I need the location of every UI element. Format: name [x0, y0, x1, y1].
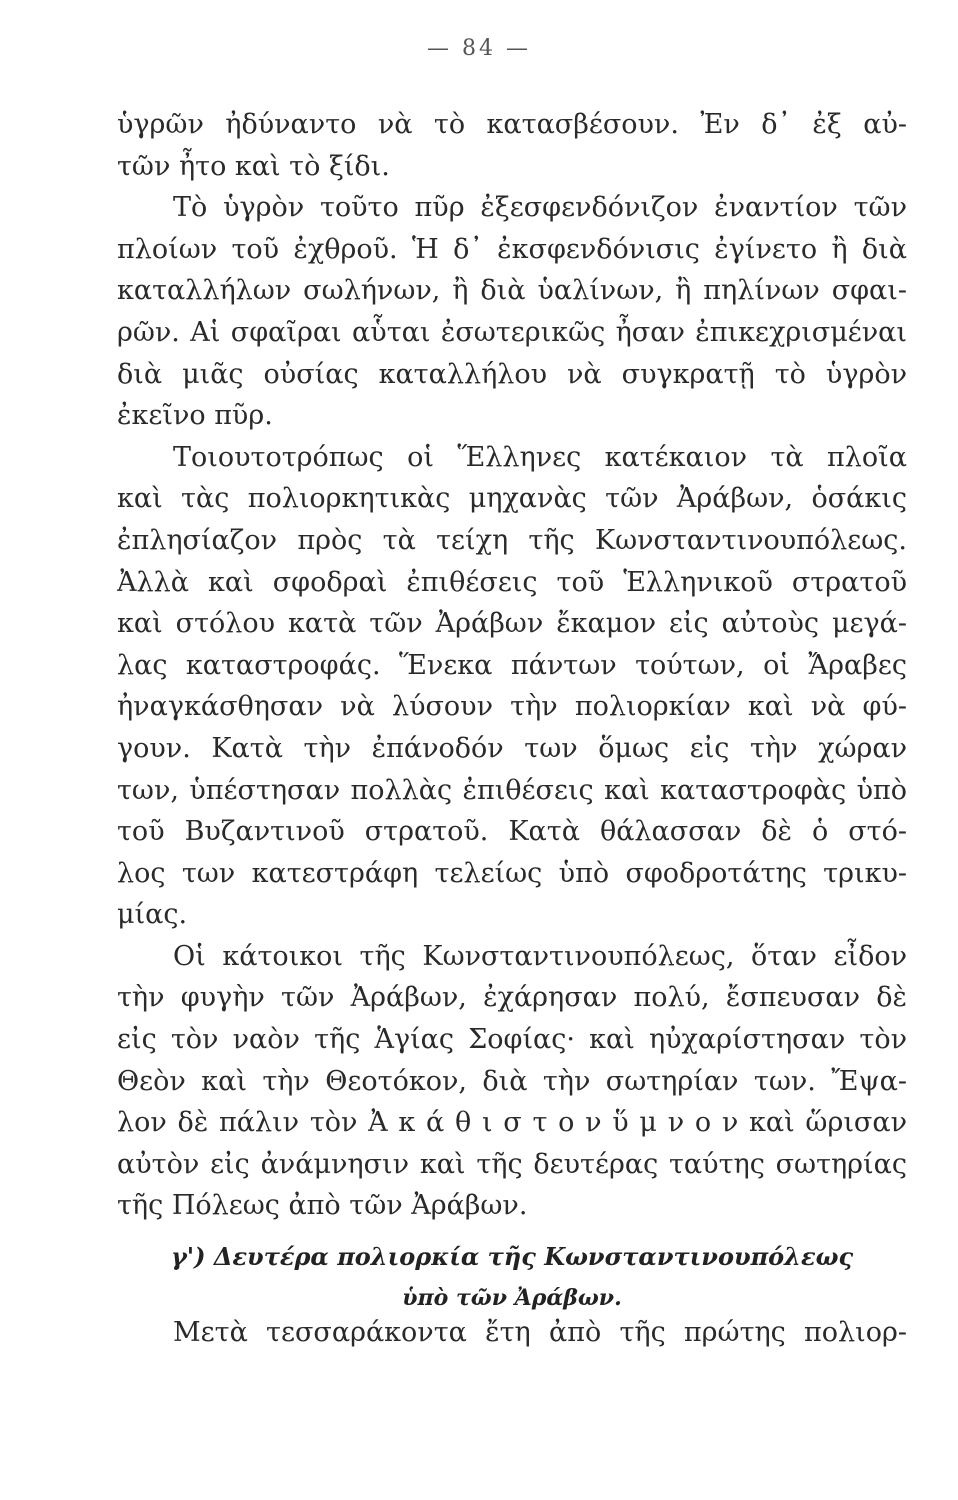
- section-subheading: ὑπὸ τῶν Ἀράβων.: [402, 1285, 622, 1311]
- text-line: ἐπλησίαζον πρὸς τὰ τείχη τῆς Κωνσταντινουπόλεως.: [117, 524, 907, 556]
- continued-text: [117, 1312, 907, 1354]
- text-line: Ἀλλὰ καὶ σφοδραὶ ἐπιθέσεις τοῦ Ἑλληνικοῦ στρατοῦ: [117, 566, 907, 598]
- text-line: των, ὑπέστησαν πολλὰς ἐπιθέσεις καὶ καταστροφὰς ὑπὸ: [117, 774, 907, 806]
- text-line: λας καταστροφάς. Ἕνεκα πάντων τούτων, οἱ Ἄραβες: [117, 649, 907, 681]
- text-line: τοῦ Βυζαντινοῦ στρατοῦ. Κατὰ θάλασσαν δὲ ὁ στό-: [117, 816, 907, 848]
- page-number: — 84 —: [427, 36, 531, 61]
- text-line: ρῶν. Αἱ σφαῖραι αὗται ἐσωτερικῶς ἦσαν ἐπικεχρισμέναι: [117, 316, 907, 348]
- text-line: Τοιουτοτρόπως οἱ Ἕλληνες κατέκαιον τὰ πλοῖα: [173, 441, 907, 473]
- text-line: τὴν φυγὴν τῶν Ἀράβων, ἐχάρησαν πολύ, ἔσπευσαν δὲ: [117, 982, 907, 1014]
- text-line: τῶν ἦτο καὶ τὸ ξίδι.: [117, 150, 390, 182]
- text-line: καταλλήλων σωλήνων, ἢ διὰ ὑαλίνων, ἢ πηλίνων σφαι-: [117, 275, 907, 307]
- text-line: λον δὲ πάλιν τὸν Ἀ κ ά θ ι σ τ ο ν ὕ μ ν ο ν καὶ ὥρισαν: [117, 1107, 907, 1139]
- text-line: ἠναγκάσθησαν νὰ λύσουν τὴν πολιορκίαν καὶ νὰ φύ-: [117, 691, 907, 723]
- text-line: καὶ τὰς πολιορκητικὰς μηχανὰς τῶν Ἀράβων, ὁσάκις: [117, 483, 907, 515]
- section-heading: γ') Δευτέρα πολιορκία τῆς Κωνσταντινουπόλεως: [170, 1242, 854, 1271]
- text-line: εἰς τὸν ναὸν τῆς Ἁγίας Σοφίας· καὶ ηὐχαρίστησαν τὸν: [117, 1024, 907, 1056]
- text-line: διὰ μιᾶς οὐσίας καταλλήλου νὰ συγκρατῇ τὸ ὑγρὸν: [117, 358, 907, 390]
- text-line: ἐκεῖνο πῦρ.: [117, 400, 273, 432]
- body-text: [117, 104, 907, 1227]
- text-line: Οἱ κάτοικοι τῆς Κωνσταντινουπόλεως, ὅταν εἶδον: [173, 940, 907, 972]
- text-line: μίας.: [117, 899, 188, 931]
- text-line: τῆς Πόλεως ἀπὸ τῶν Ἀράβων.: [117, 1190, 528, 1222]
- text-line: πλοίων τοῦ ἐχθροῦ. Ἡ δ᾿ ἐκσφενδόνισις ἐγίνετο ἢ διὰ: [117, 233, 907, 265]
- text-line: αὐτὸν εἰς ἀνάμνησιν καὶ τῆς δευτέρας ταύτης σωτηρίας: [117, 1148, 907, 1180]
- text-line: ὑγρῶν ἠδύναντο νὰ τὸ κατασβέσουν. Ἐν δ᾿ ἐξ αὐ-: [117, 109, 907, 140]
- text-line: καὶ στόλου κατὰ τῶν Ἀράβων ἔκαμον εἰς αὐτοὺς μεγά-: [117, 608, 907, 640]
- text-line: γουν. Κατὰ τὴν ἐπάνοδόν των ὅμως εἰς τὴν χώραν: [117, 732, 907, 764]
- text-line: λος των κατεστράφη τελείως ὑπὸ σφοδροτάτης τρικυ-: [117, 857, 907, 889]
- text-line: Τὸ ὑγρὸν τοῦτο πῦρ ἐξεσφενδόνιζον ἐναντίον τῶν: [173, 192, 907, 224]
- text-line: Μετὰ τεσσαράκοντα ἔτη ἀπὸ τῆς πρώτης πολιορ-: [173, 1317, 907, 1348]
- text-line: Θεὸν καὶ τὴν Θεοτόκον, διὰ τὴν σωτηρίαν των. Ἔψα-: [117, 1065, 907, 1097]
